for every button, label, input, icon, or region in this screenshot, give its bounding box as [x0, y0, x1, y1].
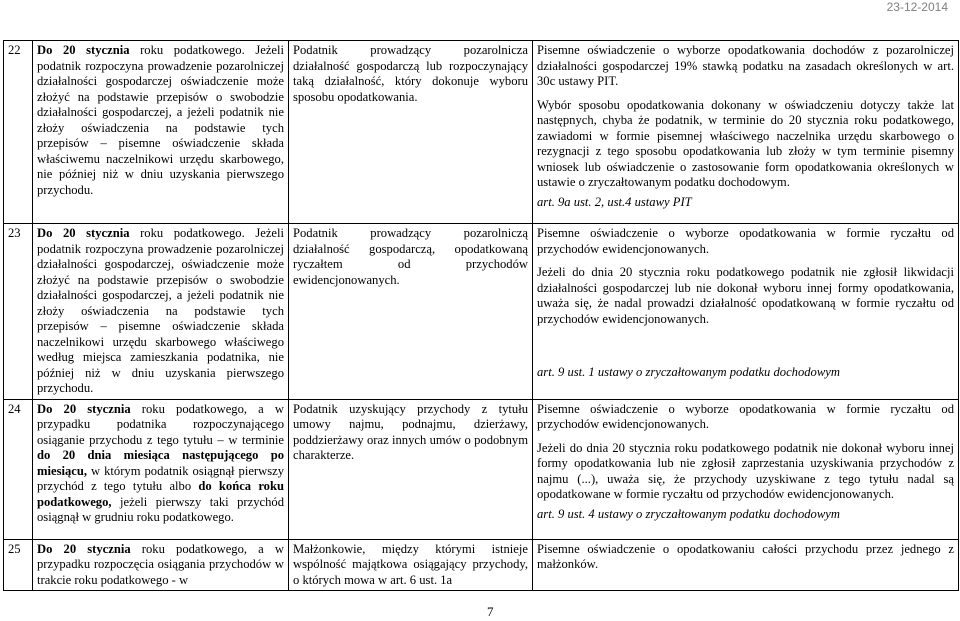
- legal-reference: art. 9 ust. 1 ustawy o zryczałtowanym podatku dochodowym: [537, 365, 840, 379]
- deadline-text: roku podatkowego. Jeżeli podatnik rozpoczyna prowadzenie pozarolniczej działalności gospodarczej, oświadczenie może złożyć na podstawie przepisów o swobodzie działalności gospodarczej, a jeżeli podatnik nie złoży oświadczenia na podstawie tych przepisów – pisemne oświadczenie składa naczelnikowi urzędu skarbowego właściwego według miejsca zamieszkania podatnika, nie później niż w dniu uzyskania pierwszego przychodu.: [37, 226, 284, 395]
- deadline-text: roku podatkowego, a w przypadku podatnika rozpoczynającego osiąganie przychodu z tego tytułu – w terminie: [37, 401, 284, 447]
- table-row: [4, 41, 959, 224]
- page-number: 7: [487, 604, 494, 619]
- table-row: [4, 539, 959, 591]
- legal-reference: art. 9 ust. 4 ustawy o zryczałtowanym podatku dochodowym: [537, 506, 840, 521]
- row-number: 22: [4, 41, 33, 224]
- row-number: 25: [4, 539, 33, 591]
- header-date: 23-12-2014: [886, 0, 948, 14]
- deadline-lead: Do 20 stycznia: [37, 43, 130, 57]
- declaration-note: Wybór sposobu opodatkowania dokonany w oświadczeniu dotyczy także lat następnych, chyba że podatnik, w terminie do 20 stycznia roku podatkowego, zawiadomi w formie pisemnej właściwego naczelnika urzędu skarbowego o rezygnacji z tego sposobu opodatkowania lub złoży w tym terminie pisemny wniosek lub oświadczenie o zastosowanie form opodatkowania określonych w ustawie o zryczałtowanym podatku dochodowym.: [537, 97, 954, 189]
- taxpayer-cell: Podatnik prowadzący pozarolnicza działalność gospodarczą lub rozpoczynający taką działalność, który dokonuje wyboru sposobu opodatkowania.: [289, 41, 533, 224]
- declaration-text: Pisemne oświadczenie o wyborze opodatkowania dochodów z pozarolniczej działalności gospodarczej 19% stawką podatku na zasadach określonych w art. 30c ustawy PIT.: [537, 43, 954, 88]
- deadline-cell: [33, 224, 289, 400]
- deadline-text: roku podatkowego, a w przypadku rozpoczęcia osiągania przychodów w trakcie roku podatkowego - w: [37, 541, 284, 587]
- declaration-note: Jeżeli do dnia 20 stycznia roku podatkowego podatnik nie dokonał wyboru innej formy opodatkowania lub nie zgłosił zaprzestania uzyskiwania przychodów z najmu (...), uważa się, że przychody uzyskiwane z tego tytułu nadal są opodatkowane w formie ryczałtu od przychodów ewidencjonowanych.: [537, 440, 954, 501]
- declaration-cell: [533, 539, 959, 591]
- declaration-cell: [533, 399, 959, 539]
- row-number: 23: [4, 224, 33, 400]
- deadline-text: jeżeli pierwszy taki przychód osiągnął w grudniu roku podatkowego.: [37, 494, 284, 524]
- deadline-lead: Do 20 stycznia: [37, 401, 131, 416]
- declaration-cell: [533, 224, 959, 400]
- deadline-lead: Do 20 stycznia: [37, 226, 130, 240]
- taxpayer-cell: Małżonkowie, między którymi istnieje wspólność majątkowa osiągający przychody, o których mowa w art. 6 ust. 1a: [289, 539, 533, 591]
- legal-reference: art. 9a ust. 2, ust.4 ustawy PIT: [537, 194, 692, 209]
- taxpayer-cell: Podatnik prowadzący pozarolniczą działalność gospodarczą, opodatkowaną ryczałtem od przychodów ewidencjonowanych.: [289, 224, 533, 400]
- declaration-note: Jeżeli do dnia 20 stycznia roku podatkowego podatnik nie zgłosił likwidacji działalności gospodarczej lub nie dokonał wyboru innej formy opodatkowania, uważa się, że nadal prowadzi działalność opodatkowaną w formie ryczałtu od przychodów ewidencjonowanych.: [537, 265, 954, 326]
- deadline-text: roku podatkowego. Jeżeli podatnik rozpoczyna prowadzenie pozarolniczej działalności gospodarczej oświadczenie może złożyć na podstawie przepisów o swobodzie działalności gospodarczej, a jeżeli podatnik nie złoży oświadczenia na podstawie tych przepisów – pisemne oświadczenie składa właściwemu naczelnikowi urzędu skarbowego, nie później niż w dniu uzyskania pierwszego przychodu.: [37, 43, 284, 197]
- declaration-cell: [533, 41, 959, 224]
- declaration-text: Pisemne oświadczenie o wyborze opodatkowania w formie ryczałtu od przychodów ewidencjonowanych.: [537, 401, 954, 431]
- deadline-bold: do 20 dnia miesiąca następującego po miesiącu,: [37, 448, 284, 478]
- deadline-text: w którym podatnik osiągnął pierwszy przychód z tego tytułu albo: [37, 463, 284, 493]
- deadline-cell: [33, 41, 289, 224]
- deadline-lead: Do 20 stycznia: [37, 541, 131, 556]
- deadline-cell: [33, 399, 289, 539]
- declaration-text: Pisemne oświadczenie o opodatkowaniu całości przychodu przez jednego z małżonków.: [537, 541, 954, 571]
- deadline-bold: do końca roku podatkowego,: [37, 479, 284, 509]
- row-number: 24: [4, 399, 33, 539]
- table-row: [4, 399, 959, 539]
- deadline-cell: [33, 539, 289, 591]
- tax-deadlines-table: [3, 40, 959, 591]
- table-row: [4, 224, 959, 400]
- declaration-text: Pisemne oświadczenie o wyborze opodatkowania w formie ryczałtu od przychodów ewidencjonowanych.: [537, 226, 954, 256]
- taxpayer-cell: Podatnik uzyskujący przychody z tytułu umowy najmu, podnajmu, dzierżawy, poddzierżawy oraz innych umów o podobnym charakterze.: [289, 399, 533, 539]
